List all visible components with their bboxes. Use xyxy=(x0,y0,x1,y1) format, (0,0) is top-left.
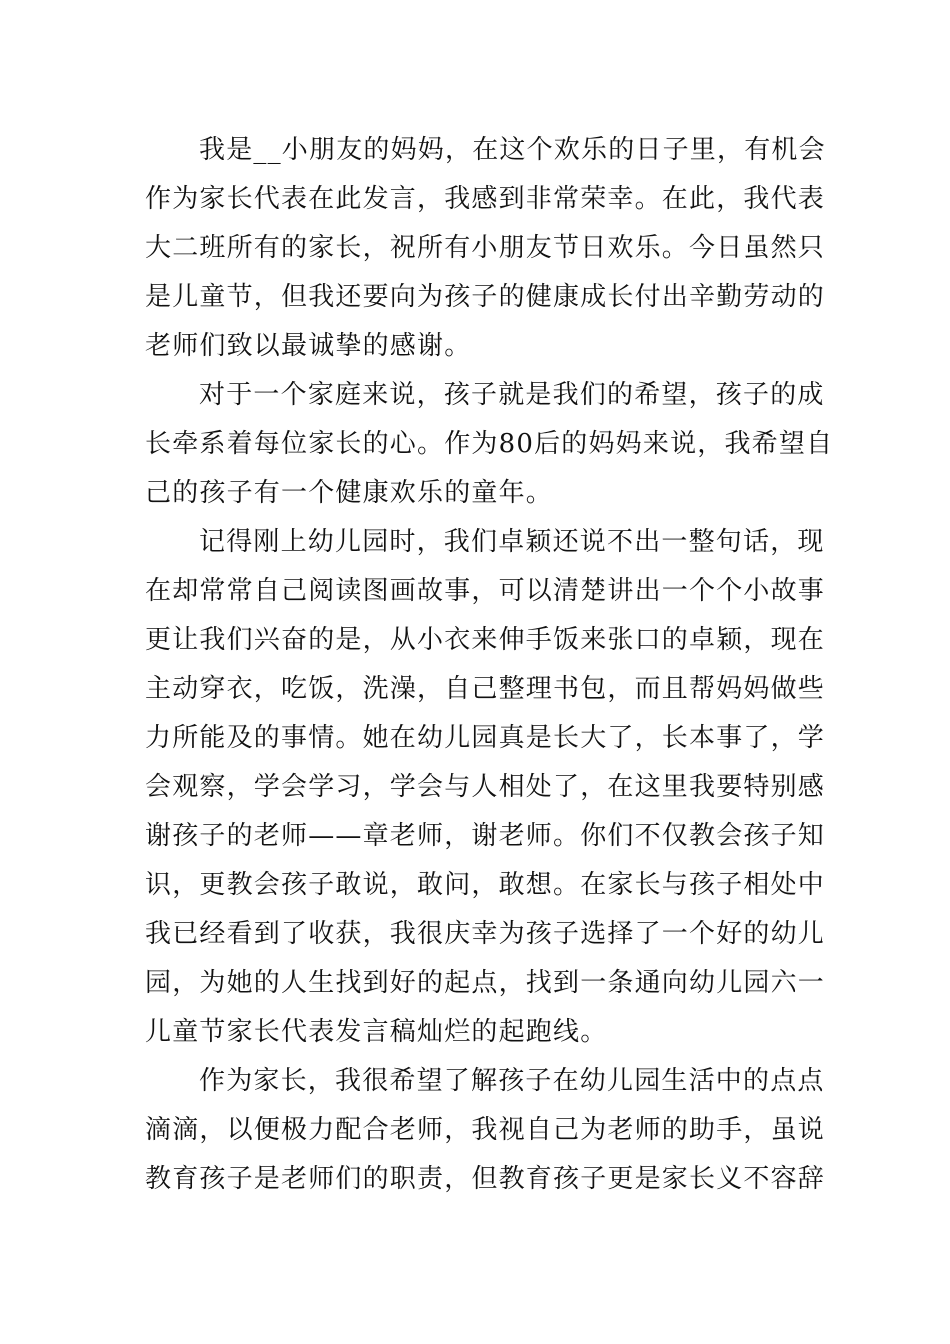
text-line: 儿童节家长代表发言稿灿烂的起跑线。 xyxy=(145,1017,608,1047)
text-line: 力所能及的事情。她在幼儿园真是长大了，长本事了，学 xyxy=(145,723,826,753)
text-line: 园，为她的人生找到好的起点，找到一条通向幼儿园六一 xyxy=(145,968,826,998)
text-line: 作为家长，我很希望了解孩子在幼儿园生活中的点点 xyxy=(199,1066,825,1096)
text-line: 己的孩子有一个健康欢乐的童年。 xyxy=(145,478,554,508)
document-body xyxy=(145,126,834,1204)
text-line: 我是__小朋友的妈妈，在这个欢乐的日子里，有机会 xyxy=(199,135,826,165)
text-line: 记得刚上幼儿园时，我们卓颖还说不出一整句话，现 xyxy=(199,527,825,557)
text-line: 会观察，学会学习，学会与人相处了，在这里我要特别感 xyxy=(145,772,826,802)
text-line: 滴滴，以便极力配合老师，我视自己为老师的助手，虽说 xyxy=(145,1115,826,1145)
text-line: 我已经看到了收获，我很庆幸为孩子选择了一个好的幼儿 xyxy=(145,919,826,949)
text-line: 大二班所有的家长，祝所有小朋友节日欢乐。今日虽然只 xyxy=(145,233,826,263)
text-line: 教育孩子是老师们的职责，但教育孩子更是家长义不容辞 xyxy=(145,1164,826,1194)
text-line: 谢孩子的老师——章老师，谢老师。你们不仅教会孩子知 xyxy=(145,821,826,851)
text-line: 对于一个家庭来说，孩子就是我们的希望，孩子的成 xyxy=(199,380,825,410)
text-line: 老师们致以最诚挚的感谢。 xyxy=(145,331,472,361)
text-line: 在却常常自己阅读图画故事，可以清楚讲出一个个小故事 xyxy=(145,576,826,606)
text-line: 长牵系着每位家长的心。作为80后的妈妈来说，我希望自 xyxy=(145,429,834,459)
text-line: 主动穿衣，吃饭，洗澡，自己整理书包，而且帮妈妈做些 xyxy=(145,674,826,704)
text-line: 更让我们兴奋的是，从小衣来伸手饭来张口的卓颖，现在 xyxy=(145,625,826,655)
text-line: 识，更教会孩子敢说，敢问，敢想。在家长与孩子相处中 xyxy=(145,870,826,900)
text-line: 是儿童节，但我还要向为孩子的健康成长付出辛勤劳动的 xyxy=(145,282,826,312)
text-line: 作为家长代表在此发言，我感到非常荣幸。在此，我代表 xyxy=(145,184,826,214)
